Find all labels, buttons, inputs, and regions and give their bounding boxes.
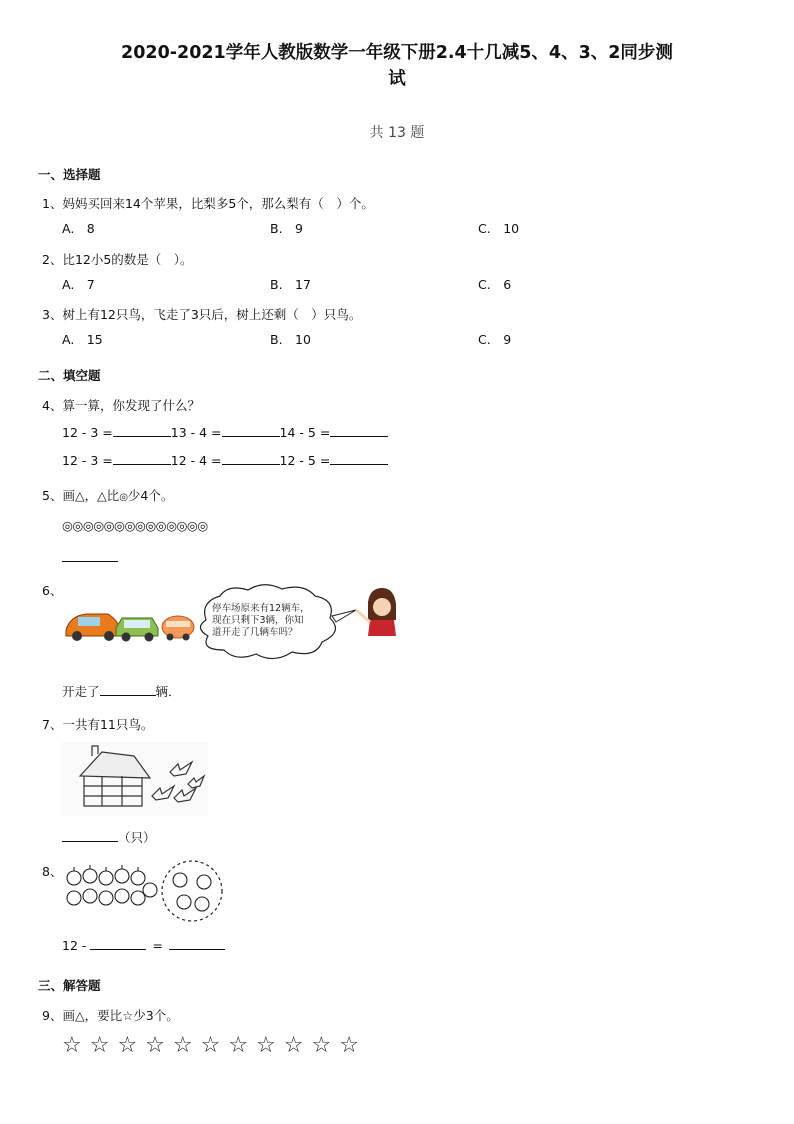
circle-row: ◎◎◎◎◎◎◎◎◎◎◎◎◎◎ xyxy=(62,518,208,533)
question-6-answer xyxy=(62,682,181,700)
answer-blank[interactable] xyxy=(169,938,225,950)
expr: 12 - xyxy=(62,938,87,953)
answer-blank[interactable] xyxy=(62,830,118,842)
car-icon xyxy=(66,614,120,641)
equals: = xyxy=(152,938,163,953)
question-3-option-c: C. 9 xyxy=(478,332,512,347)
speech-bubble-text xyxy=(212,603,310,639)
question-4-row-2 xyxy=(62,453,388,468)
question-9-text: 9、画△，要比☆少3个。 xyxy=(42,1008,179,1023)
question-3-text: 3、树上有12只鸟，飞走了3只后，树上还剩（ ）只鸟。 xyxy=(42,307,362,322)
answer-suffix: 辆． xyxy=(155,684,181,699)
expr: 14 - 5 = xyxy=(279,425,331,440)
expr: 12 - 5 = xyxy=(279,453,331,468)
bus-icon xyxy=(162,616,194,641)
question-3-option-a: A. 15 xyxy=(62,332,103,347)
answer-blank[interactable] xyxy=(330,425,388,437)
house-birds-illustration xyxy=(62,742,208,816)
question-2-text: 2、比12小5的数是（ ）。 xyxy=(42,252,193,267)
answer-blank[interactable] xyxy=(222,425,280,437)
section-heading-choice: 一、选择题 xyxy=(38,167,101,182)
question-1-option-c: C. 10 xyxy=(478,221,520,236)
doc-title-line2: 试 xyxy=(388,69,406,89)
star-row: ☆☆☆☆☆☆☆☆☆☆☆ xyxy=(62,1033,367,1058)
question-7-text: 7、一共有11只鸟。 xyxy=(42,717,154,732)
radish-illustration xyxy=(62,858,224,924)
bubble-line: 现在只剩下3辆，你知 xyxy=(212,615,304,626)
question-1-option-b: B. 9 xyxy=(270,221,304,236)
answer-prefix: 开走了 xyxy=(62,684,100,699)
expr: 13 - 4 = xyxy=(170,425,222,440)
answer-line[interactable] xyxy=(62,561,118,562)
question-1-option-a: A. 8 xyxy=(62,221,95,236)
answer-blank[interactable] xyxy=(100,684,156,696)
question-5-text xyxy=(42,486,173,504)
question-7-answer xyxy=(62,828,156,846)
answer-blank[interactable] xyxy=(113,425,171,437)
q5-text-a: 5、画△，△比 xyxy=(42,488,120,503)
radish-icon xyxy=(67,865,157,905)
expr: 12 - 4 = xyxy=(170,453,222,468)
answer-suffix: （只） xyxy=(118,830,156,845)
section-heading-fill: 二、填空题 xyxy=(38,368,101,383)
bubble-line: 道开走了几辆车吗？ xyxy=(212,627,298,638)
van-icon xyxy=(116,618,158,642)
question-1-text: 1、妈妈买回来14个苹果，比梨多5个，那么梨有（ ）个。 xyxy=(42,196,374,211)
question-2-option-a: A. 7 xyxy=(62,277,95,292)
question-6-number: 6、 xyxy=(42,583,63,598)
question-2-option-c: C. 6 xyxy=(478,277,512,292)
answer-blank[interactable] xyxy=(113,453,171,465)
section-heading-solve: 三、解答题 xyxy=(38,978,101,993)
doc-title-line1: 2020-2021学年人教版数学一年级下册2.4十几减5、4、3、2同步测 xyxy=(121,43,673,63)
expr: 12 - 3 = xyxy=(62,425,113,440)
question-4-row-1 xyxy=(62,425,388,440)
radish-icon xyxy=(173,873,211,911)
question-3-option-b: B. 10 xyxy=(270,332,311,347)
question-8-expression xyxy=(62,938,225,953)
answer-blank[interactable] xyxy=(90,938,146,950)
bubble-line: 停车场原来有12辆车， xyxy=(212,603,310,614)
question-2-option-b: B. 17 xyxy=(270,277,311,292)
question-4-text: 4、算一算，你发现了什么？ xyxy=(42,398,200,413)
expr: 12 - 3 = xyxy=(62,453,113,468)
q5-text-b: 少4个。 xyxy=(127,488,174,503)
circle-symbol: ◎ xyxy=(119,492,128,503)
answer-blank[interactable] xyxy=(330,453,388,465)
answer-blank[interactable] xyxy=(222,453,280,465)
question-total: 共 13 题 xyxy=(369,125,425,141)
girl-icon xyxy=(356,588,396,636)
question-8-number: 8、 xyxy=(42,864,63,879)
